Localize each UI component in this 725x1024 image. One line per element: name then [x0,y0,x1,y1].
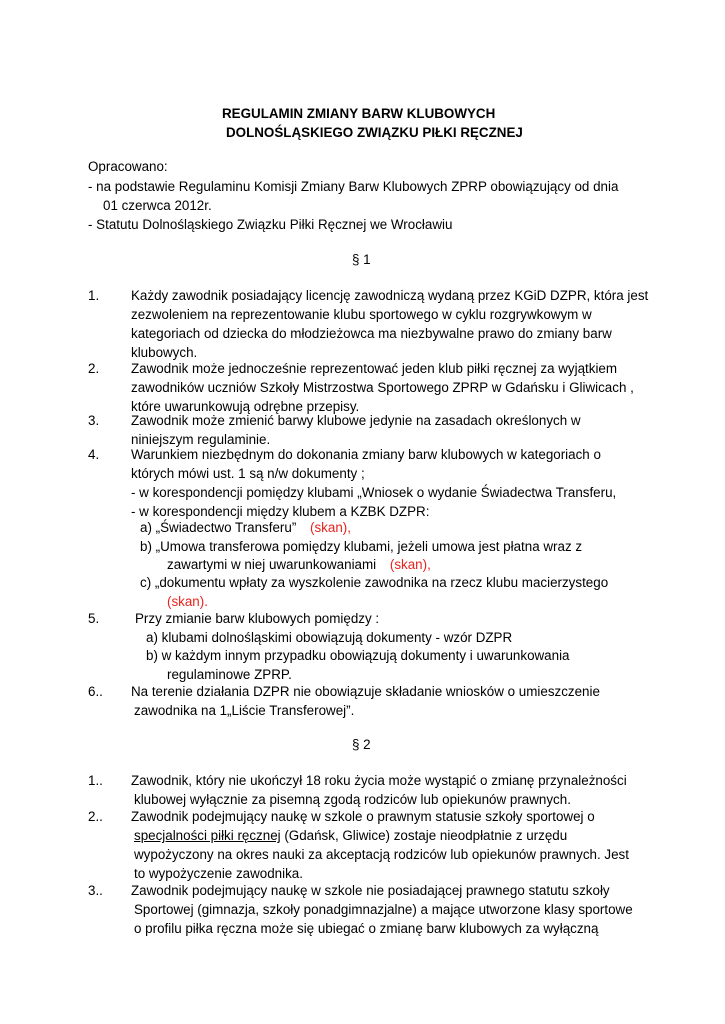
s1-p4-item-b-text: zawartymi w niej uwarunkowaniami [167,557,377,572]
s1-p4-line: - w korespondencji między klubem a KZBK DZPR: [131,504,430,519]
intro-heading: Opracowano: [88,159,168,174]
s1-p4-item-a [140,518,351,537]
s2-p2-line: Zawodnik podejmujący naukę w szkole o prawnym statusie szkoły sportowej o [131,809,595,824]
s1-p1-line: Każdy zawodnik posiadający licencję zawodniczą wydaną przez KGiD DZPR, która jest [131,288,649,303]
s1-p3-line: niniejszym regulaminie. [131,432,271,447]
s1-p1-line: klubowych. [131,345,198,360]
s1-p6-line: zawodnika na 1„Liście Transferowej”. [134,703,355,718]
s2-p1-line: klubowej wyłącznie za pisemną zgodą rodziców lub opiekunów prawnych. [134,792,571,807]
intro-item-1-cont: 01 czerwca 2012r. [103,198,212,213]
s2-p1-number: 1.. [88,773,103,788]
s1-p2-line: Zawodnik może jednocześnie reprezentować jeden klub piłki ręcznej za wyjątkiem [131,361,618,376]
s1-p4-item-a-text: a) „Świadectwo Transferu” [140,520,297,535]
s2-p3-line: Sportowej (gimnazja, szkoły ponadgimnazjalne) a mające utworzone klasy sportowe [134,902,633,917]
s1-p4-item-c-note: (skan). [167,594,208,609]
title-line-1: REGULAMIN ZMIANY BARW KLUBOWYCH [222,106,496,121]
s2-p3-line: Zawodnik podejmujący naukę w szkole nie posiadającej prawnego statutu szkoły [131,883,610,898]
s1-p4-line: Warunkiem niezbędnym do dokonania zmiany barw klubowych w kategoriach o [131,447,601,462]
s1-p3-line: Zawodnik może zmienić barwy klubowe jedynie na zasadach określonych w [131,413,581,428]
s1-p1-line: kategoriach od dziecka do młodzieżowca ma niezbywalne prawo do zmiany barw [131,326,612,341]
s1-p5-item-a: a) klubami dolnośląskimi obowiązują dokumenty - wzór DZPR [146,630,513,645]
s1-p4-item-c: c) „dokumentu wpłaty za wyszkolenie zawodnika na rzecz klubu macierzystego [140,575,609,590]
s1-p6-number: 6.. [88,684,103,699]
s2-p2-line: wypożyczony na okres nauki za akceptacją rodziców lub opiekunów prawnych. Jest [134,847,629,862]
s1-p4-item-b-note: (skan), [389,557,431,572]
s1-p1-line: zezwoleniem na reprezentowanie klubu sportowego w cyklu rozgrywkowym w [131,307,592,322]
s1-p4-line: - w korespondencji pomiędzy klubami „Wniosek o wydanie Świadectwa Transferu, [131,485,617,500]
s1-p4-number: 4. [88,447,100,462]
s1-p1-number: 1. [88,288,100,303]
s1-p4-item-b: b) „Umowa transferowa pomiędzy klubami, jeżeli umowa jest płatna wraz z [140,539,583,554]
s2-p2-underlined-text: specjalności piłki ręcznej [134,828,281,843]
section-1-heading: § 1 [352,252,371,267]
s1-p6-line: Na terenie działania DZPR nie obowiązuje składanie wniosków o umieszczenie [131,684,600,699]
intro-item-2: - Statutu Dolnośląskiego Związku Piłki Ręcznej we Wrocławiu [88,217,453,232]
s2-p2-number: 2.. [88,809,103,824]
s2-p3-number: 3.. [88,883,103,898]
s1-p2-number: 2. [88,361,100,376]
s2-p3-line: o profilu piłka ręczna może się ubiegać o zmianę barw klubowych za wyłączną [134,921,599,936]
s1-p5-number: 5. [88,611,100,626]
s2-p2-line: to wypożyczenie zawodnika. [134,866,303,881]
section-2-heading: § 2 [352,737,371,752]
s2-p1-line: Zawodnik, który nie ukończył 18 roku życia może wystąpić o zmianę przynależności [131,773,627,788]
title-line-2: DOLNOŚLĄSKIEGO ZWIĄZKU PIŁKI RĘCZNEJ [226,125,523,140]
s1-p5-item-b: b) w każdym innym przypadku obowiązują dokumenty i uwarunkowania [146,648,570,663]
s1-p4-line: których mówi ust. 1 są n/w dokumenty ; [131,466,365,481]
s1-p5-line: Przy zmianie barw klubowych pomiędzy : [135,611,380,626]
s1-p5-item-b-cont: regulaminowe ZPRP. [167,667,292,682]
s2-p2-line-2 [134,826,567,845]
s1-p4-item-b-cont [167,555,431,574]
s1-p4-item-a-note: (skan), [310,520,351,535]
s1-p2-line: zawodników uczniów Szkoły Mistrzostwa Sportowego ZPRP w Gdańsku i Gliwicach , [131,380,634,395]
intro-item-1: - na podstawie Regulaminu Komisji Zmiany Barw Klubowych ZPRP obowiązujący od dnia [88,179,619,194]
s2-p2-line-2-rest: (Gdańsk, Gliwice) zostaje nieodpłatnie z urzędu [280,828,568,843]
s1-p2-line: które uwarunkowują odrębne przepisy. [131,399,360,414]
s1-p3-number: 3. [88,413,100,428]
